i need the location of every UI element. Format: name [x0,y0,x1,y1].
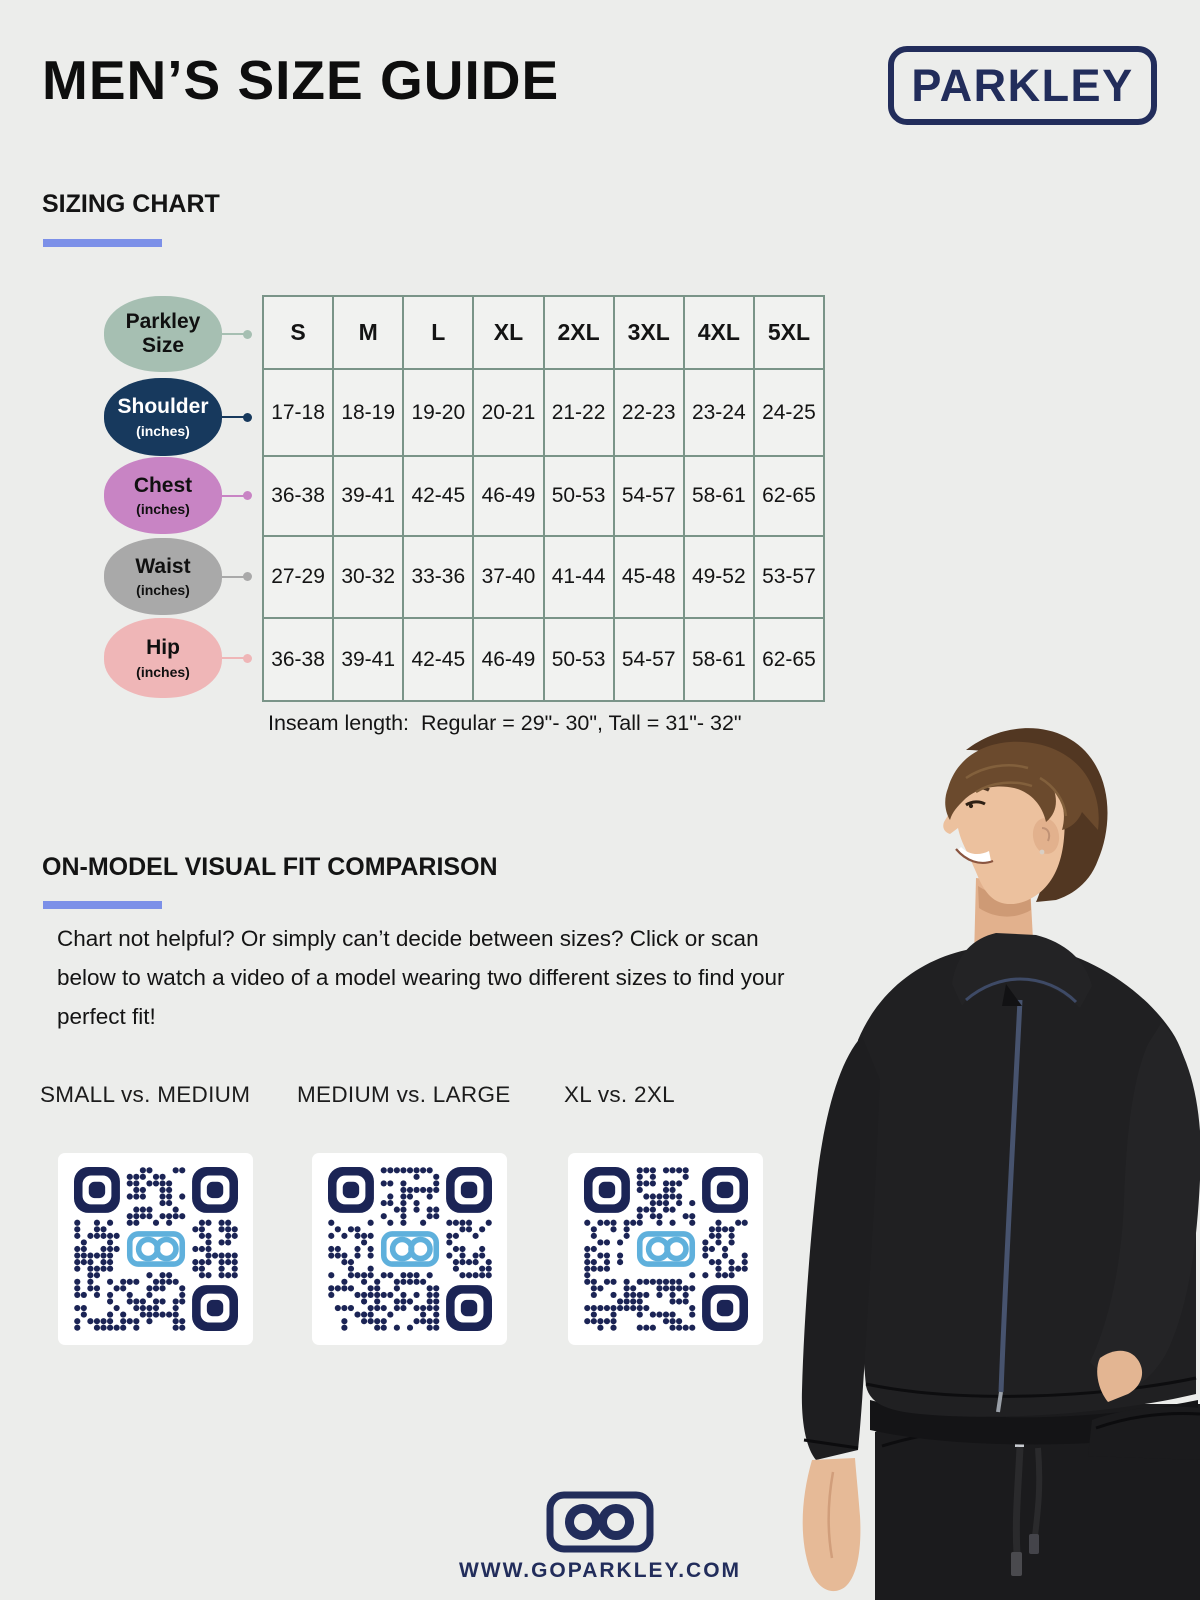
size-table-row [263,536,824,618]
legend-connector-dot [243,491,252,500]
legend-connector-line [221,333,244,335]
size-cell: 42-45 [403,618,473,701]
fit-comparison-paragraph: Chart not helpful? Or simply can’t decide between sizes? Click or scan below to watch a video of a model wearing two different sizes to find your perfect fit! [57,926,785,1029]
sizing-chart-accent-underline [43,239,162,247]
fit-comparison-heading: ON-MODEL VISUAL FIT COMPARISON [42,853,498,881]
legend-label: Parkley [125,309,201,333]
size-cell: 17-18 [263,369,333,456]
size-cell: 54-57 [614,618,684,701]
legend-label: Waist [135,554,191,578]
fit-comparison-accent-underline [43,901,162,909]
size-legend-oval-shoulder [104,378,222,456]
size-cell: 37-40 [473,536,543,618]
size-cell: 24-25 [754,369,824,456]
page-title: MEN’S SIZE GUIDE [42,49,560,111]
legend-label: Hip [146,636,180,660]
size-column-header: S [263,296,333,369]
size-table-row [263,369,824,456]
model-photo [770,700,1200,1600]
size-cell: 39-41 [333,618,403,701]
size-cell: 50-53 [544,456,614,536]
size-cell: 39-41 [333,456,403,536]
qr-card-medium-vs-large[interactable] [312,1153,507,1345]
size-column-header: 2XL [544,296,614,369]
qr-label-small-vs-medium: SMALL vs. MEDIUM [40,1082,251,1107]
legend-connector-line [221,416,244,418]
size-cell: 50-53 [544,618,614,701]
size-cell: 36-38 [263,456,333,536]
size-column-header: XL [473,296,543,369]
size-table-header-row [263,296,824,369]
size-cell: 33-36 [403,536,473,618]
size-cell: 41-44 [544,536,614,618]
legend-label: Size [141,334,185,357]
size-cell: 49-52 [684,536,754,618]
legend-label: Chest [133,473,193,497]
legend-sublabel: (inches) [136,501,190,518]
brand-logo [888,46,1157,125]
size-table [262,295,825,702]
legend-label: Shoulder [117,395,209,419]
size-column-header: 5XL [754,296,824,369]
size-cell: 58-61 [684,456,754,536]
legend-connector-dot [243,572,252,581]
size-cell: 23-24 [684,369,754,456]
legend-sublabel: (inches) [136,582,190,599]
size-legend-oval-parkley-size [104,296,222,372]
size-cell: 53-57 [754,536,824,618]
legend-connector-dot [243,330,252,339]
size-cell: 58-61 [684,618,754,701]
size-legend-oval-waist [104,538,222,615]
legend-connector-dot [243,413,252,422]
legend-connector-line [221,657,244,659]
legend-connector-line [221,495,244,497]
size-cell: 46-49 [473,456,543,536]
legend-sublabel: (inches) [136,663,190,680]
site-url[interactable]: WWW.GOPARKLEY.COM [458,1559,742,1582]
size-table-row [263,618,824,701]
size-column-header: 4XL [684,296,754,369]
size-cell: 36-38 [263,618,333,701]
qr-card-small-vs-medium[interactable] [58,1153,253,1345]
size-table-row [263,456,824,536]
size-cell: 30-32 [333,536,403,618]
legend-sublabel: (inches) [136,422,190,439]
qr-card-xl-vs-2xl[interactable] [568,1153,763,1345]
size-cell: 20-21 [473,369,543,456]
size-cell: 42-45 [403,456,473,536]
legend-connector-dot [243,654,252,663]
size-cell: 27-29 [263,536,333,618]
brand-logo-text: PARKLEY [911,59,1134,111]
size-cell: 21-22 [544,369,614,456]
qr-code-svg [584,1167,748,1331]
size-column-header: M [333,296,403,369]
size-column-header: L [403,296,473,369]
size-cell: 62-65 [754,618,824,701]
qr-label-medium-vs-large: MEDIUM vs. LARGE [297,1082,511,1107]
size-cell: 45-48 [614,536,684,618]
size-cell: 54-57 [614,456,684,536]
qr-code-svg [74,1167,238,1331]
goggles-icon [546,1491,654,1553]
legend-connector-line [221,576,244,578]
inseam-note: Inseam length: Regular = 29"- 30", Tall = 31"- 32" [268,711,742,735]
size-legend-oval-chest [104,457,222,534]
size-legend-oval-hip [104,618,222,698]
qr-code-svg [328,1167,492,1331]
size-cell: 46-49 [473,618,543,701]
size-cell: 22-23 [614,369,684,456]
sizing-chart-heading: SIZING CHART [42,190,220,218]
qr-label-xl-vs-2xl: XL vs. 2XL [564,1082,675,1107]
size-column-header: 3XL [614,296,684,369]
size-cell: 19-20 [403,369,473,456]
size-cell: 62-65 [754,456,824,536]
size-cell: 18-19 [333,369,403,456]
